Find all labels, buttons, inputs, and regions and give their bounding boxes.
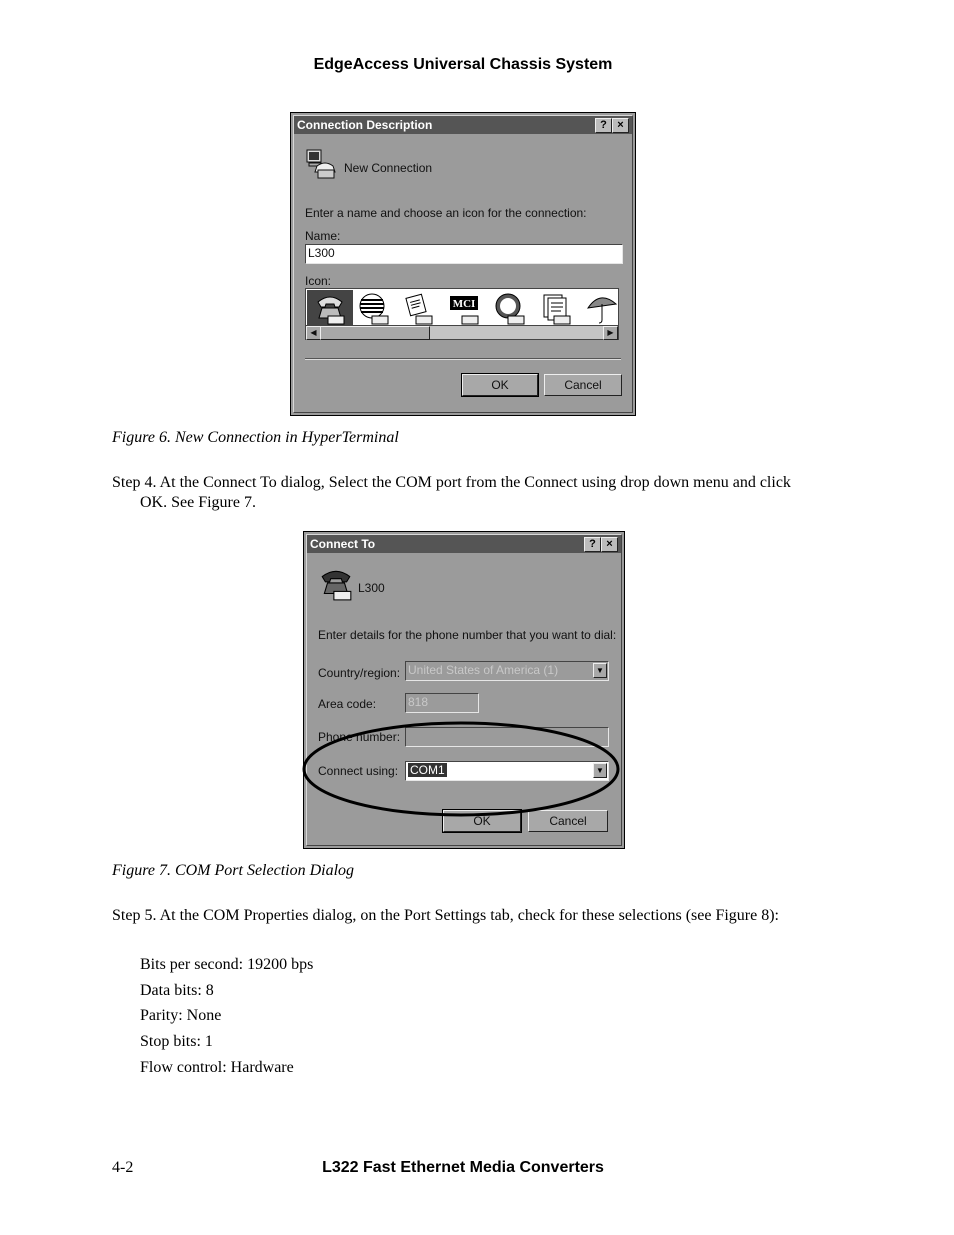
country-label: Country/region: (318, 666, 401, 680)
figure-7-caption: Figure 7. COM Port Selection Dialog (112, 862, 355, 879)
mci-icon[interactable] (448, 292, 480, 326)
connect-using-label: Connect using: (318, 764, 399, 778)
globe-icon[interactable] (358, 292, 390, 326)
scroll-right-icon[interactable]: ▶ (603, 326, 618, 340)
help-button[interactable]: ? (595, 118, 612, 133)
page-number: 4-2 (112, 1159, 134, 1176)
cancel-button[interactable]: Cancel (544, 374, 622, 396)
phone-icon[interactable] (314, 292, 346, 326)
name-input[interactable]: L300 (305, 244, 623, 264)
instruction-text: Enter a name and choose an icon for the connection: (305, 206, 587, 220)
ge-icon[interactable] (494, 292, 526, 326)
ok-button[interactable]: OK (462, 374, 538, 396)
cancel-button[interactable]: Cancel (528, 810, 608, 832)
close-button[interactable]: × (601, 537, 618, 552)
page-footer: L322 Fast Ethernet Media Converters (322, 1159, 604, 1176)
area-code-input: 818 (405, 693, 479, 713)
country-select (405, 661, 609, 681)
new-connection-icon (305, 146, 339, 180)
icon-picker[interactable] (305, 288, 619, 340)
step-4-text: Step 4. At the Connect To dialog, Select the COM port from the Connect using drop down menu and click OK. See Figure 7. (112, 474, 791, 511)
setting-flow-control: Flow control: Hardware (140, 1059, 294, 1076)
close-button[interactable]: × (612, 118, 629, 133)
mci-logo-text: MCI (452, 298, 476, 310)
dialog-titlebar (294, 116, 632, 134)
page-header: EdgeAccess Universal Chassis System (313, 56, 613, 73)
phone-icon (318, 566, 354, 602)
phone-number-label: Phone number: (318, 730, 401, 744)
area-code-label: Area code: (318, 697, 377, 711)
instruction-text: Enter details for the phone number that you want to dial: (318, 628, 617, 642)
icon-scrollbar[interactable] (306, 325, 618, 339)
step-5-text: Step 5. At the COM Properties dialog, on the Port Settings tab, check for these selections (see Figure 8): (112, 907, 779, 924)
ok-button[interactable]: OK (443, 810, 521, 832)
setting-parity: Parity: None (140, 1007, 222, 1024)
icon-label: Icon: (305, 274, 332, 288)
chevron-down-icon: ▼ (593, 663, 607, 678)
setting-bits-per-second: Bits per second: 19200 bps (140, 956, 314, 973)
dialog-title: Connect To (310, 537, 376, 551)
chevron-down-icon[interactable]: ▼ (593, 763, 607, 778)
help-button[interactable]: ? (584, 537, 601, 552)
name-label: Name: (305, 229, 341, 243)
connection-heading: New Connection (344, 161, 433, 175)
document-icon[interactable] (540, 292, 572, 326)
dialog-title: Connection Description (297, 118, 433, 132)
highlight-ellipse (301, 718, 623, 820)
umbrella-icon[interactable] (586, 292, 618, 326)
scroll-left-icon[interactable]: ◀ (306, 326, 321, 340)
connection-heading: L300 (358, 581, 385, 595)
figure-6-caption: Figure 6. New Connection in HyperTerminal (112, 429, 399, 446)
fax-icon[interactable] (402, 292, 434, 326)
dialog-separator (305, 358, 621, 360)
connection-description-dialog (290, 112, 636, 416)
connect-using-value: COM1 (410, 763, 445, 777)
country-value: United States of America (1) (408, 663, 559, 677)
setting-stop-bits: Stop bits: 1 (140, 1033, 213, 1050)
connect-to-dialog (303, 531, 625, 849)
dialog-titlebar (307, 535, 621, 553)
setting-data-bits: Data bits: 8 (140, 982, 214, 999)
scroll-thumb[interactable] (320, 326, 430, 340)
